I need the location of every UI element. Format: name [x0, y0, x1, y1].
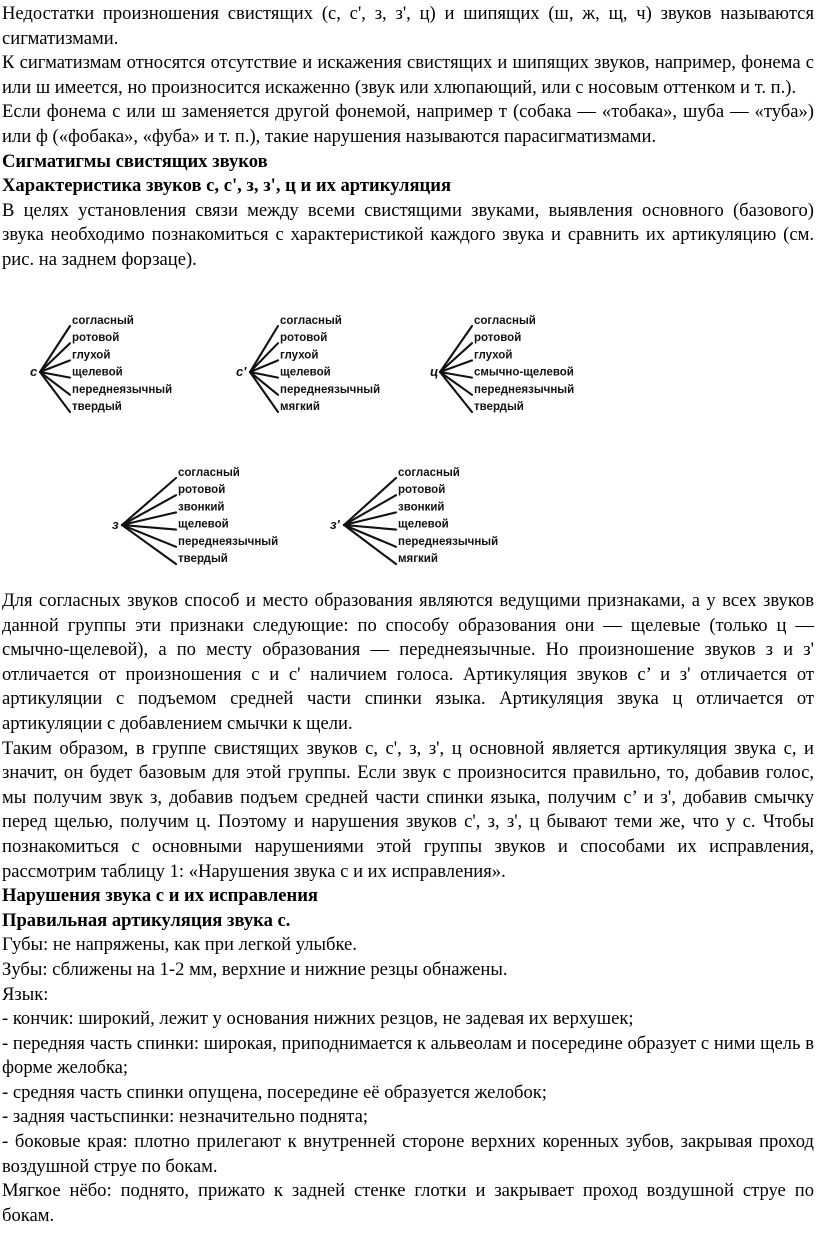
intro-text	[2, 2, 814, 273]
line-tongue-back: - задняя частьспинки: незначительно поднята;	[2, 1106, 368, 1128]
line-tongue-tip: - кончик: широкий, лежит у основания нижних резцов, не задевая их верхушек;	[2, 1008, 634, 1030]
diagram-feature-label: твердый	[72, 401, 122, 413]
paragraph-parasigmatism: Если фонема с или ш заменяется другой фонемой, например т (собака — «тобака», шуба — «туба») или ф («фобака», «фуба» и т. п.), такие нарушения называются парасигматизмами.	[2, 101, 814, 147]
diagram-feature-label: переднеязычный	[398, 535, 499, 548]
diagram-feature-label: ротовой	[280, 332, 328, 345]
diagram-feature-label: согласный	[178, 467, 240, 479]
diagram-branch-line	[122, 495, 176, 525]
diagram-root-label: с	[30, 364, 38, 379]
diagram-feature-label: ротовой	[398, 484, 446, 497]
diagram-feature-label: согласный	[280, 315, 342, 327]
line-lips: Губы: не напряжены, как при легкой улыбке.	[2, 934, 357, 956]
line-tongue: Язык:	[2, 983, 49, 1005]
heading-whistling-sigmatisms: Сигматигмы свистящих звуков	[2, 150, 268, 172]
diagram-feature-label: глухой	[474, 349, 513, 362]
paragraph-sigmatism-definition: Недостатки произношения свистящих (с, с', з, з', ц) и шипящих (ш, ж, щ, ч) звуков называются сигматизмами.	[2, 3, 814, 49]
paragraph-leading-features: Для согласных звуков способ и место образования являются ведущими признаками, а у всех звуков данной группы эти признаки следующие: по способу образования они — щелевые (только ц — смычно-щелевой), а по месту образования — переднеязычные. Но произношение звуков з и з' отличается от произношения с и с' наличием голоса. Артикуляция звуков с’ и з' отличается от артикуляции с подъемом средней части спинки языка. Артикуляция звука ц отличается от артикуляции с добавлением смычки к щели.	[2, 590, 814, 734]
diagram-feature-label: смычно-щелевой	[474, 366, 574, 379]
diagram-feature-label: мягкий	[280, 401, 320, 413]
paragraph-sigmatism-types: К сигматизмам относятся отсутствие и искажения свистящих и шипящих звуков, например, фонема с или ш имеется, но произносится искаженно (звук или хлюпающий, или с носовым оттенком и т. п.).	[2, 52, 814, 98]
diagram-feature-label: щелевой	[398, 518, 449, 531]
diagram-feature-label: глухой	[280, 349, 319, 362]
diagram-2	[236, 315, 380, 413]
diagram-branch-line	[344, 495, 396, 525]
diagram-feature-label: переднеязычный	[72, 383, 173, 396]
diagram-feature-label: твердый	[474, 401, 524, 413]
diagram-feature-label: щелевой	[72, 366, 123, 379]
diagram-feature-label: звонкий	[398, 501, 445, 514]
diagram-feature-label: щелевой	[280, 366, 331, 379]
diagram-root-label: з'	[330, 517, 340, 532]
diagram-4	[112, 467, 278, 565]
diagram-feature-label: переднеязычный	[280, 383, 381, 396]
line-teeth: Зубы: сближены на 1-2 мм, верхние и нижние резцы обнажены.	[2, 958, 508, 980]
diagram-feature-label: согласный	[72, 315, 134, 327]
diagram-feature-label: согласный	[398, 467, 460, 479]
diagram-feature-label: щелевой	[178, 518, 229, 531]
heading-sound-characteristics: Характеристика звуков с, с', з, з', ц и их артикуляция	[2, 175, 452, 197]
diagram-feature-label: глухой	[72, 349, 111, 362]
line-tongue-middle: - средняя часть спинки опущена, посередине её образуется желобок;	[2, 1081, 547, 1103]
diagram-feature-label: ротовой	[474, 332, 522, 345]
diagram-root-label: ц	[430, 364, 439, 379]
diagram-feature-label: ротовой	[72, 332, 120, 345]
diagram-root-label: с'	[236, 364, 247, 379]
heading-s-disorders: Нарушения звука с и их исправления	[2, 885, 318, 907]
diagram-feature-label: мягкий	[398, 553, 438, 565]
diagram-feature-label: переднеязычный	[474, 383, 575, 396]
main-text	[2, 589, 814, 1228]
paragraph-base-sound: В целях установления связи между всеми свистящими звуками, выявления основного (базового) звука необходимо познакомиться с характеристикой каждого звука и сравнить их артикуляцию (см. рис. на заднем форзаце).	[2, 199, 814, 270]
line-tongue-front: - передняя часть спинки: широкая, приподнимается к альвеолам и посередине образует с ними щель в форме желобка;	[2, 1032, 814, 1079]
line-soft-palate: Мягкое нёбо: поднято, прижато к задней стенке глотки и закрывает проход воздушной струе по бокам.	[2, 1180, 814, 1226]
diagram-feature-label: согласный	[474, 315, 536, 327]
diagram-5	[330, 467, 498, 565]
line-tongue-sides: - боковые края: плотно прилегают к внутренней стороне верхних коренных зубов, закрывая проход воздушной струе по бокам.	[2, 1131, 814, 1177]
diagram-root-label: з	[112, 517, 119, 532]
diagram-1	[30, 315, 172, 413]
sound-feature-diagrams	[0, 300, 816, 590]
diagram-feature-label: ротовой	[178, 484, 226, 497]
diagram-feature-label: звонкий	[178, 501, 225, 514]
diagram-feature-label: переднеязычный	[178, 535, 279, 548]
diagram-feature-label: твердый	[178, 553, 228, 565]
diagram-3	[430, 315, 574, 413]
paragraph-base-articulation: Таким образом, в группе свистящих звуков с, с', з, з', ц основной является артикуляция звука с, и значит, он будет базовым для этой группы. Если звук с произносится правильно, то, добавив голос, мы получим звук з, добавив подъем средней части спинки языка, получим с’ и з', добавив смычку перед щелью, получим ц. Поэтому и нарушения звуков с', з, з', ц бывают теми же, что у с. Чтобы познакомиться с основными нарушениями этой группы звуков и способами их исправления, рассмотрим таблицу 1: «Нарушения звука с и их исправления».	[2, 737, 814, 882]
heading-correct-articulation: Правильная артикуляция звука с.	[2, 909, 291, 931]
